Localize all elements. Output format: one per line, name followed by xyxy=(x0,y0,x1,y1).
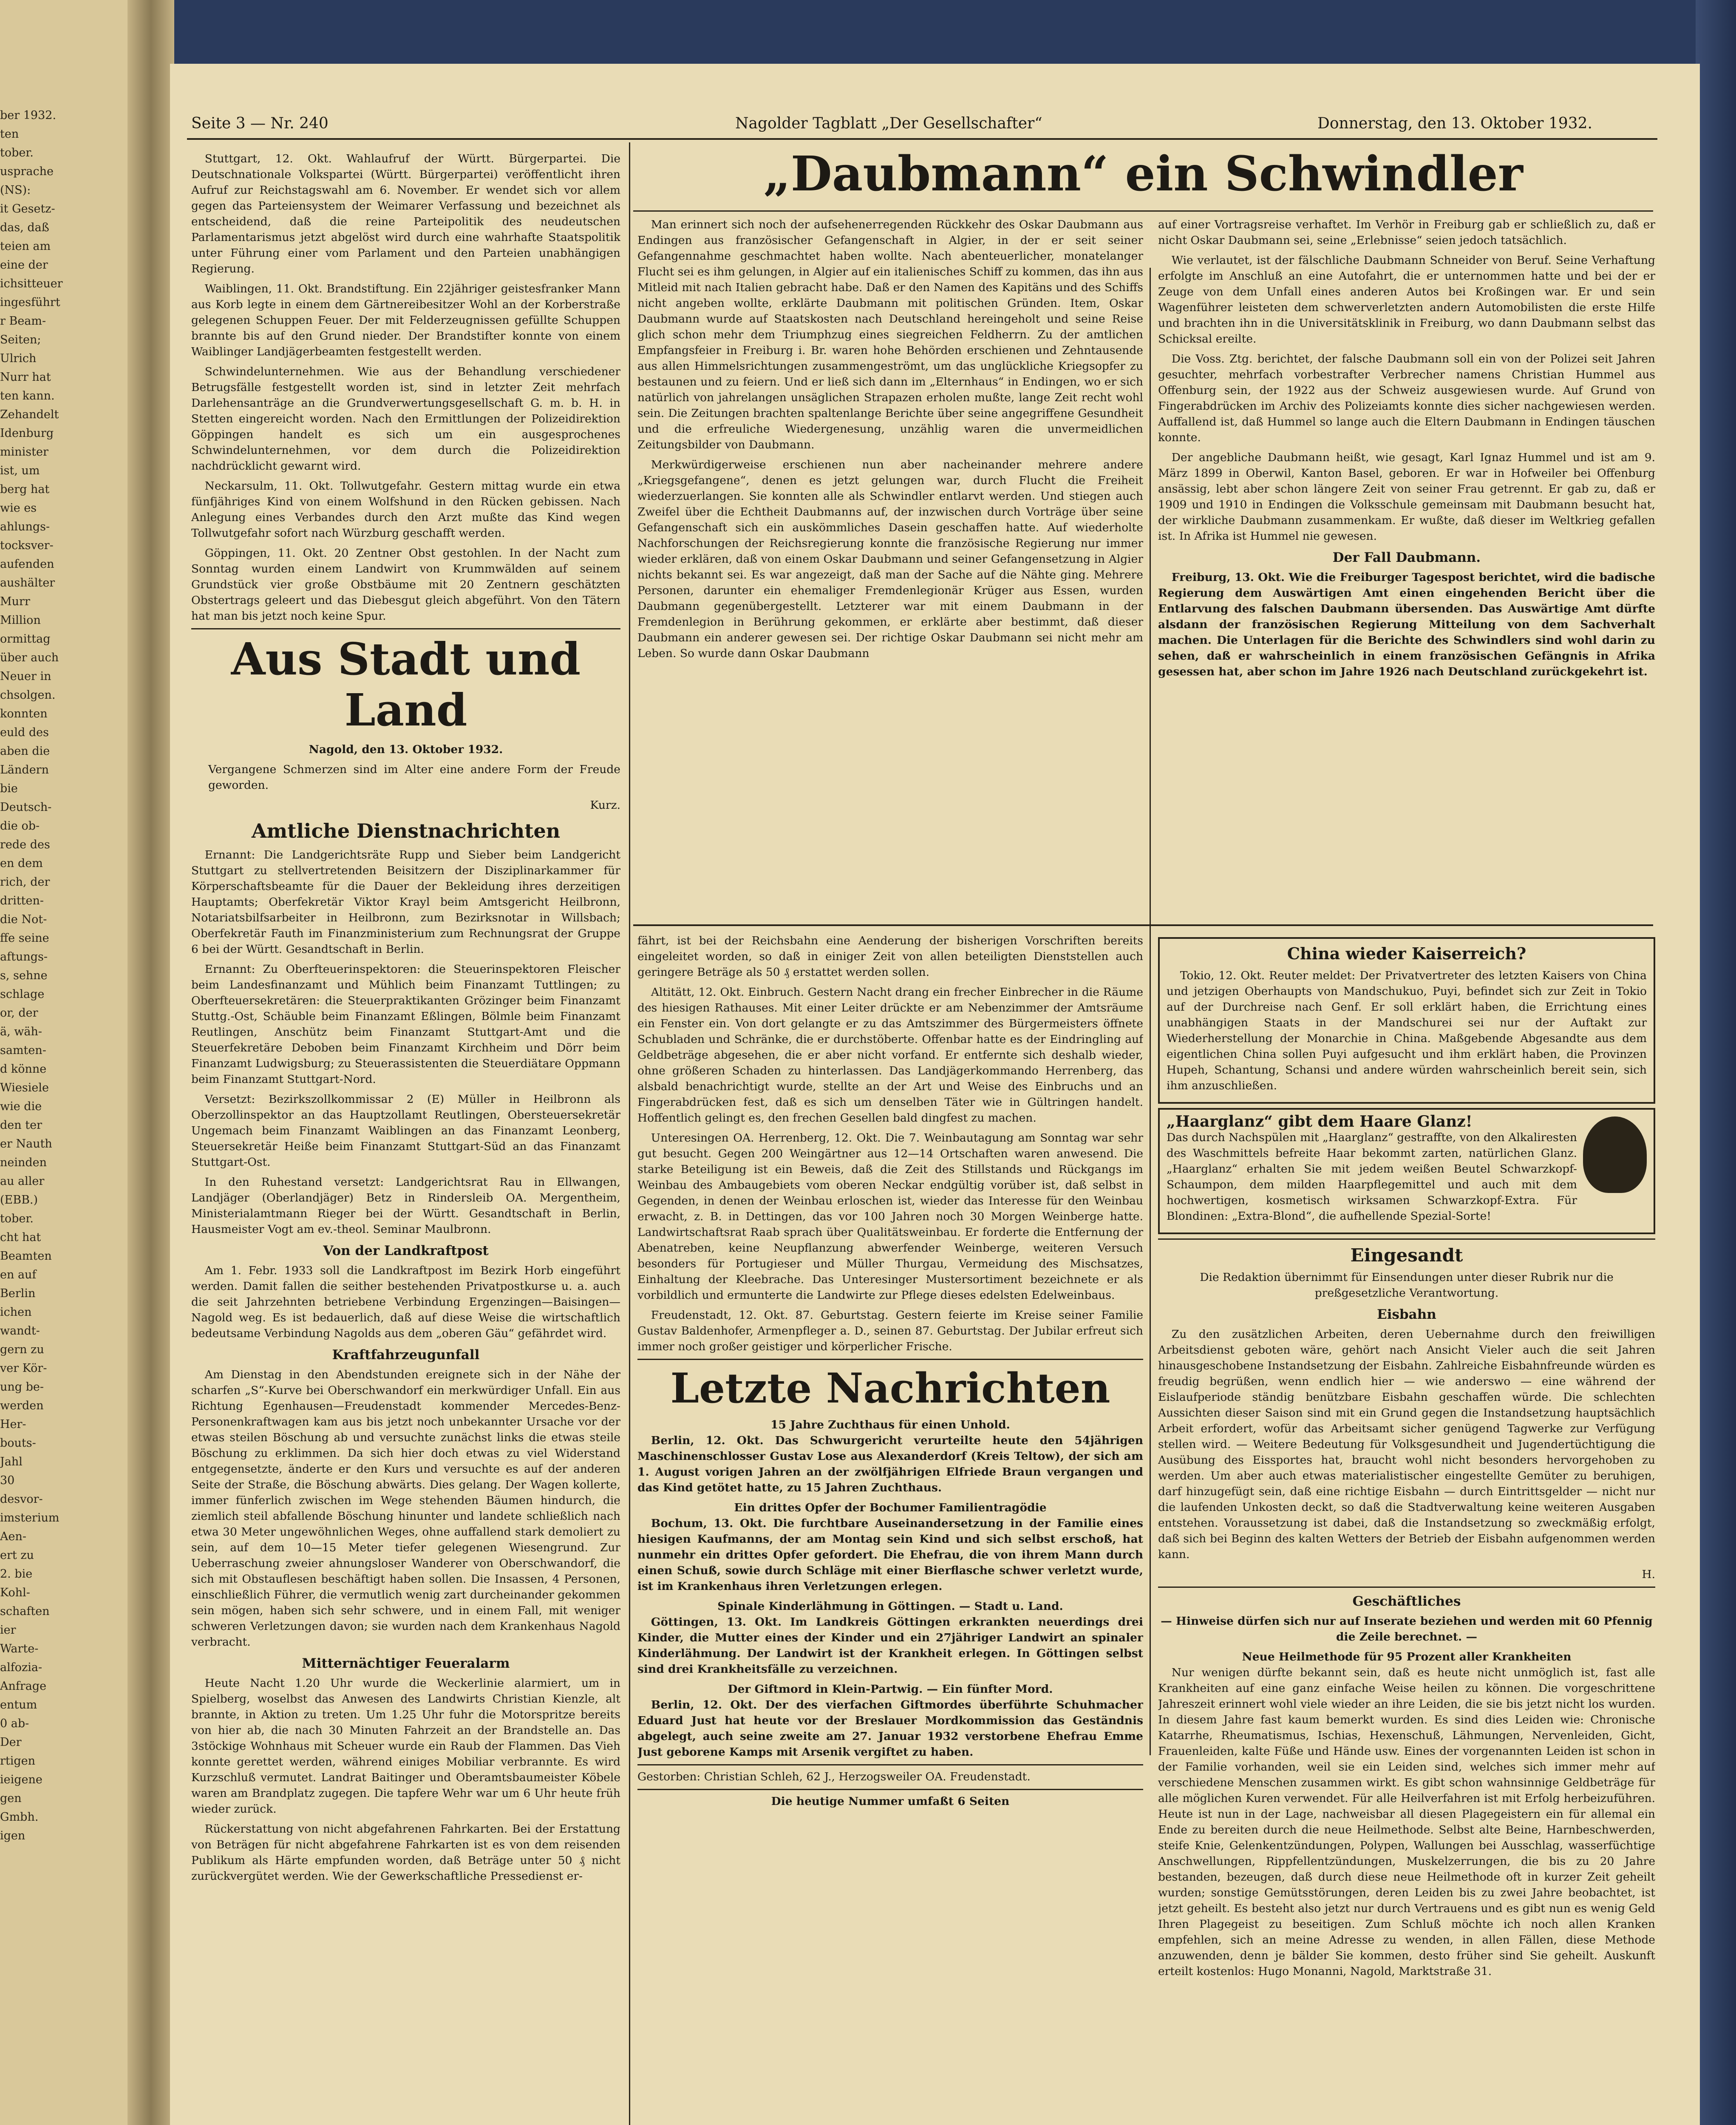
article-altitaett: Altitätt, 12. Okt. Einbruch. Gestern Nacht drang ein frecher Einbrecher in die Räume des hiesigen Rathauses. Mit einer Leiter drückte er am Nebenzimmer der Amtsräume ein Fenster ein. Von dort gelangte er zu das Amtszimmer des Bürgermeisters öffnete Schubladen und Schränke, die er durchstöberte. Offenbar hatte es der Eindringling auf Geldbeträge abgesehen, die er aber nicht vorfand. Er entfernte sich deshalb wieder, ohne größeren Schaden zu hinterlassen. Das Landjägerkommando Herrenberg, das alsbald benachrichtigt wurde, stellte an der Art und Weise des Einbruchs und an Fingerabdrücken fest, daß es sich um denselben Täter wie in Gültringen handelt. Hoffentlich gelingt es, den frechen Gesellen bald dingfest zu machen. xyxy=(637,986,1143,1125)
previous-page-line: ert zu xyxy=(0,1549,34,1562)
previous-page-line: Neuer in xyxy=(0,670,51,683)
previous-page-line: ber 1932. xyxy=(0,109,57,122)
previous-page-line: er Nauth xyxy=(0,1137,52,1150)
previous-page-line: ichen xyxy=(0,1306,32,1319)
amtliche-p2: Ernannt: Zu Oberfteuerinspektoren: die Steuerinspektoren Fleischer beim Landesfinanzamt und Mühlich beim Finanzamt Tuttlingen; zu Oberfteuersekretären: die Steuerpraktikanten Grözinger beim Finanzamt Stuttg.-Ost, Schäuble beim Finanzamt Eßlingen, Bölmle beim Finanzamt Reutlingen, Anschütz beim Finanzamt Stuttgart-Amt und die Steuerfekretäre Deboben beim Finanzamt Kirchheim und Dörr beim Finanzamt Ludwigsburg; zu Steuerassistenten die Steuerdiätare Oppmann beim Finanzamt Stuttgart-Nord. xyxy=(191,963,620,1086)
previous-page-line: Berlin xyxy=(0,1287,36,1300)
previous-page-line: ingesführt xyxy=(0,296,60,309)
previous-page-line: alfozia- xyxy=(0,1661,42,1674)
previous-page-line: ä, wäh- xyxy=(0,1025,42,1038)
divider xyxy=(637,1359,1143,1360)
daubmann-p4: Wie verlautet, ist der fälschliche Daubmann Schneider von Beruf. Seine Verhaftung erfolgte im Anschluß an eine Autofahrt, die er unternommen hatte und bei der er Zeuge von dem Unfall eines anderen Autos bei Kroßingen war. Er und sein Wagenführer leisteten dem schwerverletzten andern Automobilisten die erste Hilfe und brachten ihn in die Universitätsklinik in Freiburg, wo dann Daubmann selbst das Schicksal ereilte. xyxy=(1158,254,1655,346)
previous-page-line: das, daß xyxy=(0,221,49,234)
issue-date: Donnerstag, den 13. Oktober 1932. xyxy=(1317,115,1592,132)
header-rule xyxy=(187,138,1657,140)
previous-page-line: igen xyxy=(0,1829,25,1842)
landkraftpost-title: Von der Landkraftpost xyxy=(323,1243,489,1258)
article-freudenstadt: Freudenstadt, 12. Okt. 87. Geburtstag. Gestern feierte im Kreise seiner Familie Gustav Baldenhofer, Armenpfleger a. D., seinen 87. Geburtstag. Der Jubilar erfreut sich immer noch großer geistiger und körperlicher Frische. xyxy=(637,1309,1143,1353)
divider xyxy=(191,628,620,629)
previous-page-text xyxy=(0,106,123,1845)
previous-page-line: Deutsch- xyxy=(0,801,52,814)
previous-page-line: Million xyxy=(0,614,41,627)
article-buergerpartei: Stuttgart, 12. Okt. Wahlaufruf der Württ. Bürgerpartei. Die Deutschnationale Volkspartei (Württ. Bürgerpartei) veröffentlicht ihren Aufruf zur Reichstagswahl am 6. November. Er wendet sich vor allem gegen das Parteiensystem der Weimarer Verfassung und bezeichnet als entscheidend, daß die reine Parteipolitik des neudeutschen Parlamentarismus jetzt abgelöst wird durch eine wahrhafte Staatspolitik unter Führung einer vom Parlament und den Parteien unabhängigen Regierung. xyxy=(191,152,620,275)
previous-page-line: 2. bie xyxy=(0,1567,33,1581)
section-rule xyxy=(633,924,1653,926)
ln1-head: 15 Jahre Zuchthaus für einen Unhold. xyxy=(770,1418,1010,1431)
previous-page-line: Ländern xyxy=(0,763,49,776)
daubmann-p2: Merkwürdigerweise erschienen nun aber nacheinander mehrere andere „Kriegsgefangene“, denen es jetzt gelungen war, durch Flucht die Freiheit wiederzuerlangen. Sie konnten alle als Schwindler entlarvt werden. Und stiegen auch Zweifel über die Echtheit Daubmanns auf, der inzwischen durch Vorträge über seine Gefangenschaft sich ein auskömmliches Dasein geschaffen hatte. Auf wiederholte Nachforschungen der Reichsregierung konnte die französische Regierung nur immer wieder erklären, daß von einem Oskar Daubmann und seiner Gefangensetzung in Algier nichts bekannt sei. Es war angezeigt, daß man der Sache auf die Nähte ging. Mehrere Personen, darunter ein ehemaliger Fremdenlegionär Krüger aus Essen, wurden Daubmann gegenübergestellt. Letzterer war mit einem Daubmann in der Fremdenlegion in Berührung gekommen, er erklärte aber bestimmt, daß dieser Daubmann ein anderer gewesen sei. Der richtige Oskar Daubmann sei nicht mehr am Leben. So wurde dann Oskar Daubmann xyxy=(637,458,1143,660)
previous-page-line: rede des xyxy=(0,838,50,851)
page-gutter xyxy=(127,0,174,2125)
previous-page-line: berg hat xyxy=(0,483,50,496)
previous-page-line: aftungs- xyxy=(0,950,48,963)
fall-daubmann-title: Der Fall Daubmann. xyxy=(1332,550,1481,565)
eisbahn-title: Eisbahn xyxy=(1377,1307,1436,1322)
issue-pages-note: Die heutige Nummer umfaßt 6 Seiten xyxy=(771,1795,1010,1808)
previous-page-line: euld des xyxy=(0,726,49,739)
column-1 xyxy=(191,151,620,2125)
previous-page-line: samten- xyxy=(0,1044,46,1057)
previous-page-line: rtigen xyxy=(0,1754,36,1768)
divider xyxy=(637,1789,1143,1790)
previous-page-line: wie es xyxy=(0,502,37,515)
previous-page-line: Murr xyxy=(0,595,30,608)
previous-page-line: 0 ab- xyxy=(0,1717,29,1730)
previous-page-line: en auf xyxy=(0,1268,37,1281)
motto-author: Kurz. xyxy=(590,799,620,812)
heilmethode-head: Neue Heilmethode für 95 Prozent aller Krankheiten xyxy=(1242,1650,1572,1663)
previous-page-line: ieigene xyxy=(0,1773,42,1786)
previous-page-line: teien am xyxy=(0,240,51,253)
previous-page-line: minister xyxy=(0,445,48,459)
amtliche-p4: In den Ruhestand versetzt: Landgerichtsrat Rau in Ellwangen, Landjäger (Oberlandjäger) Betz in Rindersleib OA. Mergentheim, Ministerialamtmann Rieger bei der Württ. Gesandtschaft in Berlin, Hausmeister Vogt am ev.-theol. Seminar Maulbronn. xyxy=(191,1176,620,1236)
column-divider xyxy=(1150,268,1151,1755)
previous-page-line: Beamten xyxy=(0,1250,52,1263)
previous-page-line: ormittag xyxy=(0,632,51,646)
eisbahn-sign: H. xyxy=(1642,1568,1655,1581)
previous-page-line: Der xyxy=(0,1736,22,1749)
fall-daubmann-text: Freiburg, 13. Okt. Wie die Freiburger Tagespost berichtet, wird die badische Regierung dem Auswärtigen Amt einen eingehenden Bericht über die Entlarvung des falschen Daubmann übersenden. Das Auswärtige Amt dürfte alsdann der französischen Regierung Mitteilung von dem Sachverhalt machen. Die Unterlagen für die Berichte des Schwindlers sind wohl darin zu sehen, daß er wahrscheinlich in einem französischen Gefängnis in Afrika gesessen hat, aber schon im Jahre 1926 nach Deutschland zurückgekehrt ist. xyxy=(1158,571,1655,678)
ln2-text: Bochum, 13. Okt. Die furchtbare Auseinandersetzung in der Familie eines hiesigen Kaufmanns, der am Montag sein Kind und sich selbst erschoß, hat nunmehr ein drittes Opfer gefordert. Die Ehefrau, die von ihrem Mann durch einen Schuß, sowie durch Schläge mit einer Bierflasche schwer verletzt wurde, ist im Krankenhaus ihren Verletzungen erlegen. xyxy=(637,1517,1143,1593)
daubmann-column-left xyxy=(637,217,1143,922)
amtliche-p1: Ernannt: Die Landgerichtsräte Rupp und Sieber beim Landgericht Stuttgart zu stellvertretenden Beisitzern der Disziplinarkammer für Körperschaftsbeamte für die Dauer der Bekleidung ihres derzeitigen Hauptamts; Oberfekretär Viktor Krayl beim Amtsgericht Heilbronn, Notariatsbilfsarbeiter in Heilbronn, zum Bezirksnotar in Willsbach; Oberfekretär Fauth im Finanzministerium zum Rechnungsrat der Gruppe 6 bei der Württ. Gesandtschaft in Berlin. xyxy=(191,848,620,956)
previous-page-line: Seiten; xyxy=(0,333,41,346)
amtliche-p3: Versetzt: Bezirkszollkommissar 2 (E) Müller in Heilbronn als Oberzollinspektor an das Hauptzollamt Reutlingen, Obersteuersekretär Ungemach beim Finanzamt Waiblingen an das Finanzamt Leonberg, Steuersekretär Heiße beim Finanzamt Stuttgart-Süd an das Finanzamt Stuttgart-Ost. xyxy=(191,1093,620,1169)
china-box xyxy=(1158,937,1655,1104)
previous-page-line: ist, um xyxy=(0,464,40,477)
article-unteresingen: Unteresingen OA. Herrenberg, 12. Okt. Die 7. Weinbautagung am Sonntag war sehr gut besucht. Gegen 200 Weingärtner aus 12—14 Ortschaften waren anwesend. Die starke Beteiligung ist ein Beweis, daß die Zeit des Stillstands und Rückgangs im Weinbau des Ambaugebiets vom oberen Neckar endgültig vorüber ist, daß selbst in Gegenden, in denen der Weinbau erloschen ist, wieder das Interesse für den Weinbau erwacht, z. B. in Dettingen, das vor 100 Jahren noch 30 Morgen Weinberge hatte. Landwirtschaftsrat Raab sprach über Qualitätsweinbau. Er forderte die Entfernung der Abenatreben, keine Neupflanzung abwerfender Weinberge, weiteren Versuch besonders für Portugieser und Müller Thurgau, Vermeidung des Mischsatzes, Einhaltung der Kleebrache. Das Unteresinger Mustersortiment bezeichnete er als vorbildlich und ermunterte die Landwirte zur Pflege dieses edelsten Edelweinbaus. xyxy=(637,1131,1143,1302)
daubmann-p6: Der angebliche Daubmann heißt, wie gesagt, Karl Ignaz Hummel und ist am 9. März 1899 in Oberwil, Kanton Basel, geboren. Er war in Hofweiler bei Offenburg ansässig, lebt aber schon längere Zeit von seiner Frau getrennt. Er gab zu, daß er 1909 und 1910 in Endingen die Volksschule gemeinsam mit Daubmann besucht hat, der wirkliche Daubmann zusammenkam. Er wußte, daß dieser im Weltkrieg gefallen ist. In Afrika ist Hummel nie gewesen. xyxy=(1158,451,1655,543)
page-number: Seite 3 — Nr. 240 xyxy=(191,115,329,132)
previous-page-line: eine der xyxy=(0,258,48,272)
previous-page-line: schaften xyxy=(0,1605,50,1618)
previous-page-line: entum xyxy=(0,1698,37,1711)
gestorben: Gestorben: Christian Schleh, 62 J., Herzogsweiler OA. Freudenstadt. xyxy=(637,1770,1031,1783)
previous-page-line: rich, der xyxy=(0,876,50,889)
eingesandt-title: Eingesandt xyxy=(1350,1245,1463,1266)
previous-page-line: or, der xyxy=(0,1006,38,1020)
headline-rule xyxy=(633,210,1653,212)
kraftfahrzeug-text: Am Dienstag in den Abendstunden ereignete sich in der Nähe der scharfen „S“-Kurve bei Oberschwandorf ein merkwürdiger Unfall. Ein aus Richtung Egenhausen—Freudenstadt kommender Mercedes-Benz-Personenkraftwagen kam aus bis jetzt noch unbekannter Ursache vor der etwas steilen Böschung ab und versuchte zunächst links die etwas steile Böschung zu erklimmen. Da sich hier doch etwas zu viel Widerstand entgegensetzte, änderte er den Kurs und versuchte es auf der anderen Seite der Straße, die Böschung abwärts. Dies gelang. Der Wagen kollerte, immer fünferlich zwischen im Wege stehenden Bäumen hindurch, die ziemlich steil abfallende Böschung hinunter und landete schließlich nach etwa 30 Meter ungewöhnlichen Weges, ohne auffallend stark demoliert zu sein, auf dem 10—15 Meter tiefer gelegenen Wiesengrund. Zur Ueberraschung zweier ahnungsloser Wanderer von Oberschwandorf, die sich mit Obstauflesen beschäftigt haben sollen. Die Insassen, 4 Personen, einschließlich Führer, die vermutlich wenig zart durcheinander gekommen sein mögen, haben sich sehr schwere, und in einem Fall, mit weniger schweren Verletzungen davon; sie wurden nach dem Krankenhaus Nagold verbracht. xyxy=(191,1368,620,1649)
previous-page-line: Gmbh. xyxy=(0,1810,39,1824)
daubmann-p3: auf einer Vortragsreise verhaftet. Im Verhör in Freiburg gab er schließlich zu, daß er nicht Oskar Daubmann sei, seine „Erlebnisse“ seien jedoch tatsächlich. xyxy=(1158,218,1655,247)
rueckerstattung-cont: fährt, ist bei der Reichsbahn eine Aenderung der bisherigen Vorschriften bereits eingeleitet worden, so daß in einiger Zeit von allen beteiligten Dienststellen auch geringere Beträge als 50 ₰ erstattet werden sollen. xyxy=(637,934,1143,979)
daubmann-column-right xyxy=(1158,217,1655,922)
previous-page-line: dritten- xyxy=(0,894,44,907)
previous-page-line: ahlungs- xyxy=(0,520,50,533)
book-binding xyxy=(1696,0,1736,2125)
previous-page-line: wandt- xyxy=(0,1324,40,1337)
article-waiblingen: Waiblingen, 11. Okt. Brandstiftung. Ein 22jähriger geistesfranker Mann aus Korb legte in einem dem Gärtnereibesitzer Wohl an der Korberstraße gelegenen Schuppen Feuer. Der mit Felderzeugnissen gefüllte Schuppen brannte bis auf den Grund nieder. Der Brandstifter konnte von einem Waiblinger Landjägerbeamten festgestellt werden. xyxy=(191,282,620,358)
amtliche-title: Amtliche Dienstnachrichten xyxy=(251,819,561,842)
previous-page-line: au aller xyxy=(0,1175,45,1188)
previous-page-line: ier xyxy=(0,1624,16,1637)
previous-page-line: Aen- xyxy=(0,1530,26,1543)
previous-page-line: aben die xyxy=(0,745,50,758)
landkraftpost-text: Am 1. Febr. 1933 soll die Landkraftpost im Bezirk Horb eingeführt werden. Damit fallen die seither bestehenden Privatpostkurse u. a. auch die seit Jahrzehnten betriebene Verbindung Ergenzingen—Baisingen—Nagold weg. Es ist bedauerlich, daß auf diese Weise die wirtschaftlich bedeutsame Verbindung Nagolds aus dem „oberen Gäu“ gefährdet wird. xyxy=(191,1264,620,1340)
previous-page-line: tober. xyxy=(0,146,34,159)
previous-page-line: die ob- xyxy=(0,819,40,833)
previous-page-line: aushälter xyxy=(0,576,55,589)
previous-page-strip xyxy=(0,0,127,2125)
previous-page-line: Ulrich xyxy=(0,352,37,365)
previous-page-line: werden xyxy=(0,1399,44,1412)
previous-page-line: über auch xyxy=(0,651,59,664)
previous-page-line: s, sehne xyxy=(0,969,48,982)
geschaeftliches-title: Geschäftliches xyxy=(1352,1594,1461,1609)
previous-page-line: ung be- xyxy=(0,1380,44,1394)
previous-page-line: Idenburg xyxy=(0,427,54,440)
previous-page-line: chsolgen. xyxy=(0,688,56,702)
ln4-head: Der Giftmord in Klein-Partwig. — Ein fünfter Mord. xyxy=(728,1683,1053,1696)
previous-page-line: d könne xyxy=(0,1062,47,1076)
divider xyxy=(1158,1587,1655,1588)
motto: Vergangene Schmerzen sind im Alter eine andere Form der Freude geworden. xyxy=(208,763,620,792)
daubmann-headline: „Daubmann“ ein Schwindler xyxy=(763,146,1523,202)
feueralarm-title: Mitternächtiger Feueralarm xyxy=(302,1656,510,1671)
china-title: China wieder Kaiserreich? xyxy=(1287,944,1526,963)
previous-page-line: den ter xyxy=(0,1119,42,1132)
heilmethode-text: Nur wenigen dürfte bekannt sein, daß es heute nicht unmöglich ist, fast alle Krankheiten auf eine ganz einfache Weise heilen zu können. Die vorgeschrittene Jahreszeit erinnert wohl viele wieder an ihre Leiden, die sie bis jetzt nicht los wurden. In diesem Jahre fast kaum bemerkt wurden. Es sind dies Leiden wie: Chronische Katarrhe, Rheumatismus, Ischias, Hexenschuß, Lähmungen, Nervenleiden, Gicht, Frauenleiden, kalte Füße und Hände usw. Eines der vorgenannten Leiden ist schon in der Familie vorhanden, weil sie ein Leiden sind, welches sich immer mehr auf verschiedene Menschen zusammen wirkt. Es gibt schon wahnsinnige Geldbeträge für alle möglichen Kuren verwendet. Für alle Heilverfahren ist mit Erfolg herbeizuführen. Heute ist nun in der Lage, nachweisbar all diesen Plagegeistern ein für allemal ein Ende zu bereiten durch die neue Heilmethode. Selbst alte Beine, Harnbeschwerden, steife Knie, Gelenkentzündungen, Polypen, Wallungen bei Ausschlag, wasserfüchtige Anschwellungen, Rippfellentzündungen, Muskelzerrungen, die bis zu 20 Jahre bestanden, bezeugen, daß durch diese neue Heilmethode oft in kurzer Zeit geheilt wurden; sonstige Gemütsstörungen, deren Leiden bis zu zwei Jahre beobachtet, ist jetzt geheilt. Es besteht also jetzt nur durch Vertrauens und es gibt nun es wenig Geld Ihren Plagegeist zu beseitigen. Zum Schluß möchte ich noch allen Kranken empfehlen, sich an meine Adresse zu wenden, in allen Fällen, diese Methode anzuwenden, denn je bälder Sie kommen, desto früher sind Sie geheilt. Auskunft erteilt kostenlos: Hugo Monanni, Nagold, Marktstraße 31. xyxy=(1158,1666,1655,1978)
previous-page-line: neinden xyxy=(0,1156,47,1169)
previous-page-line: gern zu xyxy=(0,1343,44,1356)
previous-page-line: Her- xyxy=(0,1418,26,1431)
previous-page-line: r Beam- xyxy=(0,314,46,328)
ln3-head: Spinale Kinderlähmung in Göttingen. — Stadt u. Land. xyxy=(717,1600,1063,1613)
geschaeftliches-note: — Hinweise dürfen sich nur auf Inserate beziehen und werden mit 60 Pfennig die Zeile berechnet. — xyxy=(1161,1615,1653,1643)
previous-page-line: die Not- xyxy=(0,913,47,926)
previous-page-line: schlage xyxy=(0,988,45,1001)
previous-page-line: Jahl xyxy=(0,1455,23,1468)
eingesandt-note: Die Redaktion übernimmt für Einsendungen unter dieser Rubrik nur die preßgesetzliche Verantwortung. xyxy=(1200,1271,1614,1300)
previous-page-line: Wiesiele xyxy=(0,1081,49,1094)
previous-page-line: it Gesetz- xyxy=(0,202,55,215)
column-3 xyxy=(1158,933,1655,2125)
previous-page-line: tober. xyxy=(0,1212,34,1225)
column-divider xyxy=(629,142,630,2125)
haarglanz-headline: „Haarglanz“ gibt dem Haare Glanz! xyxy=(1167,1113,1473,1130)
divider xyxy=(637,1764,1143,1765)
previous-page-line: cht hat xyxy=(0,1231,41,1244)
previous-page-line: aufenden xyxy=(0,558,54,571)
haarglanz-text: Das durch Nachspülen mit „Haarglanz“ gestraffte, von den Alkaliresten des Waschmittels befreite Haar bekommt zarten, natürlichen Glanz. „Haarglanz“ erhalten Sie mit jedem weißen Beutel Schwarzkopf-Schaumpon, dem milden Haarpflegemittel und auch mit dem hochwertigen, kosmetisch wirksamen Schwarzkopf-Extra. Für Blondinen: „Extra-Blond“, die aufhellende Spezial-Sorte! xyxy=(1167,1131,1577,1223)
ln4-text: Berlin, 12. Okt. Der des vierfachen Giftmordes überführte Schuhmacher Eduard Just hat heute vor der Breslauer Mordkommission das Geständnis abgelegt, auch seine zweite am 27. Januar 1932 verstorbene Ehefrau Emme Just geborene Kamps mit Arsenik vergiftet zu haben. xyxy=(637,1698,1143,1759)
china-text: Tokio, 12. Okt. Reuter meldet: Der Privatvertreter des letzten Kaisers von China und jetzigen Oberhaupts von Mandschukuo, Puyi, befindet sich zur Zeit in Tokio auf der Durchreise nach Genf. Er soll erklärt haben, die Errichtung eines unabhängigen Staats in der Mandschurei sei nur der Auftakt zur Wiederherstellung der Monarchie in China. Maßgebende Abgesandte aus dem eigentlichen China sollen Puyi aufgesucht und ihm erklärt haben, die Provinzen Hupeh, Schantung, Schansi und andere würden wahrscheinlich bereit sein, sich ihm anzuschließen. xyxy=(1167,969,1647,1092)
article-schwindel: Schwindelunternehmen. Wie aus der Behandlung verschiedener Betrugsfälle festgestellt worden ist, sind in letzter Zeit mehrfach Darlehensanträge an die Grundverwertungsgesellschaft G. m. b. H. in Stetten eingereicht worden. Nach den Ermittlungen der Polizeidirektion Göppingen handelt es sich um ein ausgesprochenes Schwindelunternehmen, vor dem durch die Polizeidirektion nachdrücklicht gewarnt wird. xyxy=(191,365,620,473)
feueralarm-text: Heute Nacht 1.20 Uhr wurde die Weckerlinie alarmiert, um in Spielberg, woselbst das Anwesen des Landwirts Christian Kienzle, alt brannte, in Aktion zu treten. Um 1.25 Uhr fuhr die Motorspritze bereits von hier ab, die nach 30 Minuten Fahrzeit an der Brandstelle an. Das 3stöckige Wohnhaus mit Scheuer wurde ein Raub der Flammen. Das Vieh konnte gerettet werden, während einiges Mobiliar verbrannte. Es wird Kurzschluß vermutet. Landrat Baitinger und Oberamtsbaumeister Köbele waren am Brandplatz zugegen. Die tapfere Wehr war um 6 Uhr heute früh wieder zurück. xyxy=(191,1677,620,1816)
previous-page-line: Zehandelt xyxy=(0,408,59,421)
previous-page-line: ichsitteuer xyxy=(0,277,63,290)
daubmann-p1: Man erinnert sich noch der aufsehenerregenden Rückkehr des Oskar Daubmann aus Endingen aus französischer Gefangenschaft in Algier, in der er seit seiner Gefangennahme geschmachtet haben wollte. Nach abenteuerlicher, monatelanger Flucht sei es ihm gelungen, in Algier auf ein italienisches Schiff zu kommen, das ihn aus Mitleid mit nach Italien gebracht habe. Daß er den Namen des Kapitäns und des Schiffs nicht angeben wollte, erklärte Daubmann mit politischen Gründen. Item, Oskar Daubmann wurde auf Staatskosten nach Deutschland hereingeholt und seine Reise glich schon mehr dem Triumphzug eines siegreichen Feldherrn. Zu der amtlichen Empfangsfeier in Freiburg i. Br. waren hohe Behörden erschienen und Zehntausende aus allen Himmelsrichtungen zusammengeströmt, um das unglückliche Kriegsopfer zu bestaunen und zu feiern. Und er ließ sich dann im „Elternhaus“ in Endingen, wo er sich natürlich von jahrelangen unsäglichen Strapazen erholen mußte, lange Zeit recht wohl sein. Die Zeitungen brachten spaltenlange Berichte über seine angegriffene Gesundheit und die erfreuliche Wiedergenesung, unzählig waren die unvermeidlichen Zeitungsbilder von Daubmann. xyxy=(637,218,1143,451)
previous-page-line: Warte- xyxy=(0,1642,39,1655)
previous-page-line: ver Kör- xyxy=(0,1362,47,1375)
rueckerstattung-text: Rückerstattung von nicht abgefahrenen Fahrkarten. Bei der Erstattung von Beträgen für nicht abgefahrene Fahrkarten ist es von dem reisenden Publikum als Härte empfunden worden, daß Beträge unter 50 ₰ nicht zurückvergütet werden. Wie der Gewerkschaftliche Pressedienst er- xyxy=(191,1822,620,1883)
article-goeppingen: Göppingen, 11. Okt. 20 Zentner Obst gestohlen. In der Nacht zum Sonntag wurden einem Landwirt von Krummwälden auf seinem Grundstück vier große Obstbäume mit 20 Zentnern geschätzten Obstertrags geleert und das Diebesgut gleich abgeführt. Von den Tätern hat man bis jetzt noch keine Spur. xyxy=(191,547,620,623)
woman-portrait-icon xyxy=(1583,1116,1647,1193)
previous-page-line: ten xyxy=(0,128,19,141)
daubmann-p5: Die Voss. Ztg. berichtet, der falsche Daubmann soll ein von der Polizei seit Jahren gesuchter, mehrfach vorbestrafter Verbrecher namens Christian Hummel aus Offenburg sein, der 1922 aus der Schweiz ausgewiesen wurde. Auf Grund von Fingerabdrücken im Archiv des Polizeiamts konnte dies sicher nachgewiesen werden. Auffallend ist, daß Hummel so lange auch die Eltern Daubmann in Endingen täuschen konnte. xyxy=(1158,352,1655,444)
column-2 xyxy=(637,933,1143,2125)
previous-page-line: ffe seine xyxy=(0,932,49,945)
dateline: Nagold, den 13. Oktober 1932. xyxy=(309,743,503,756)
previous-page-line: ten kann. xyxy=(0,389,55,402)
previous-page-line: wie die xyxy=(0,1100,42,1113)
ln3-text: Göttingen, 13. Okt. Im Landkreis Göttingen erkrankten neuerdings drei Kinder, die Mutter eines der Kinder und ein 27jähriger Landwirt an spinaler Kinderlähmung. Der Landwirt ist der Krankheit erlegen. In Göttingen selbst sind drei Krankheitsfälle zu verzeichnen. xyxy=(637,1615,1143,1676)
divider xyxy=(1158,1238,1655,1240)
previous-page-line: Nurr hat xyxy=(0,371,51,384)
ln1-text: Berlin, 12. Okt. Das Schwurgericht verurteilte heute den 54jährigen Maschinenschlosser Gustav Lose aus Alexanderdorf (Kreis Teltow), der sich am 1. August vorigen Jahren an der zwölfjährigen Elfriede Braun vergangen und das Kind getötet hatte, zu 15 Jahren Zuchthaus. xyxy=(637,1434,1143,1494)
previous-page-line: Anfrage xyxy=(0,1680,47,1693)
newspaper-title: Nagolder Tagblatt „Der Gesellschafter“ xyxy=(735,115,1042,132)
eisbahn-text: Zu den zusätzlichen Arbeiten, deren Uebernahme durch den freiwilligen Arbeitsdienst geboten wäre, gehört nach Ansicht Vieler auch die seit Jahren hinausgeschobene Instandsetzung der Eisbahn. Zahlreiche Eisbahnfreunde würden es freudig begrüßen, wenn endlich hier — wie anderswo — eine während der Eislaufperiode ständig benützbare Eisbahn geschaffen würde. Die schlechten Aussichten dieser Saison sind mit ein Grund gegen die Instandsetzung hauptsächlich Arbeit erfordert, wofür das Arbeitsamt sicher genügend Tagwerke zur Verfügung stellen wird. — Weitere Bedeutung für Volksgesundheit und Jugendertüchtigung die Ausübung des Eissportes hat, braucht wohl nicht besonders hervorgehoben zu werden. Um aber auch etwas materialistischer eingestellte Gemüter zu beruhigen, darf hinzugefügt sein, daß eine richtige Eisbahn — durch Eintrittsgelder — nicht nur die laufenden Unkosten deckt, so daß die Stadtverwaltung keine weiteren Ausgaben entstehen. Voraussetzung ist dabei, daß die Instandsetzung so zweckmäßig erfolgt, daß sich bei Beginn des kalten Wetters der Betrieb der Eisbahn aufgenommen werden kann. xyxy=(1158,1328,1655,1561)
previous-page-line: 30 xyxy=(0,1474,15,1487)
letzte-nachrichten-title: Letzte Nachrichten xyxy=(670,1364,1110,1412)
ln2-head: Ein drittes Opfer der Bochumer Familientragödie xyxy=(734,1501,1047,1514)
previous-page-line: bouts- xyxy=(0,1436,36,1450)
stadt-land-title: Aus Stadt und Land xyxy=(231,633,581,736)
previous-page-line: (NS): xyxy=(0,184,31,197)
page-sheet xyxy=(170,64,1700,2125)
previous-page-line: Kohl- xyxy=(0,1586,30,1599)
previous-page-line: konnten xyxy=(0,707,48,720)
previous-page-line: tocksver- xyxy=(0,539,54,552)
previous-page-line: desvor- xyxy=(0,1493,43,1506)
previous-page-line: bie xyxy=(0,782,18,795)
previous-page-line: gen xyxy=(0,1792,22,1805)
previous-page-line: usprache xyxy=(0,165,54,178)
previous-page-line: imsterium xyxy=(0,1511,59,1524)
article-neckarsulm: Neckarsulm, 11. Okt. Tollwutgefahr. Gestern mittag wurde ein etwa fünfjähriges Kind von einem Wolfshund in den Rücken gebissen. Nach Anlegung eines Verbandes durch den Arzt mußte das Kind wegen Tollwutgefahr sofort nach Würzburg geschafft werden. xyxy=(191,479,620,540)
previous-page-line: en dem xyxy=(0,857,43,870)
previous-page-line: (EBB.) xyxy=(0,1193,38,1207)
haarglanz-ad xyxy=(1158,1108,1655,1234)
kraftfahrzeug-title: Kraftfahrzeugunfall xyxy=(332,1347,480,1363)
